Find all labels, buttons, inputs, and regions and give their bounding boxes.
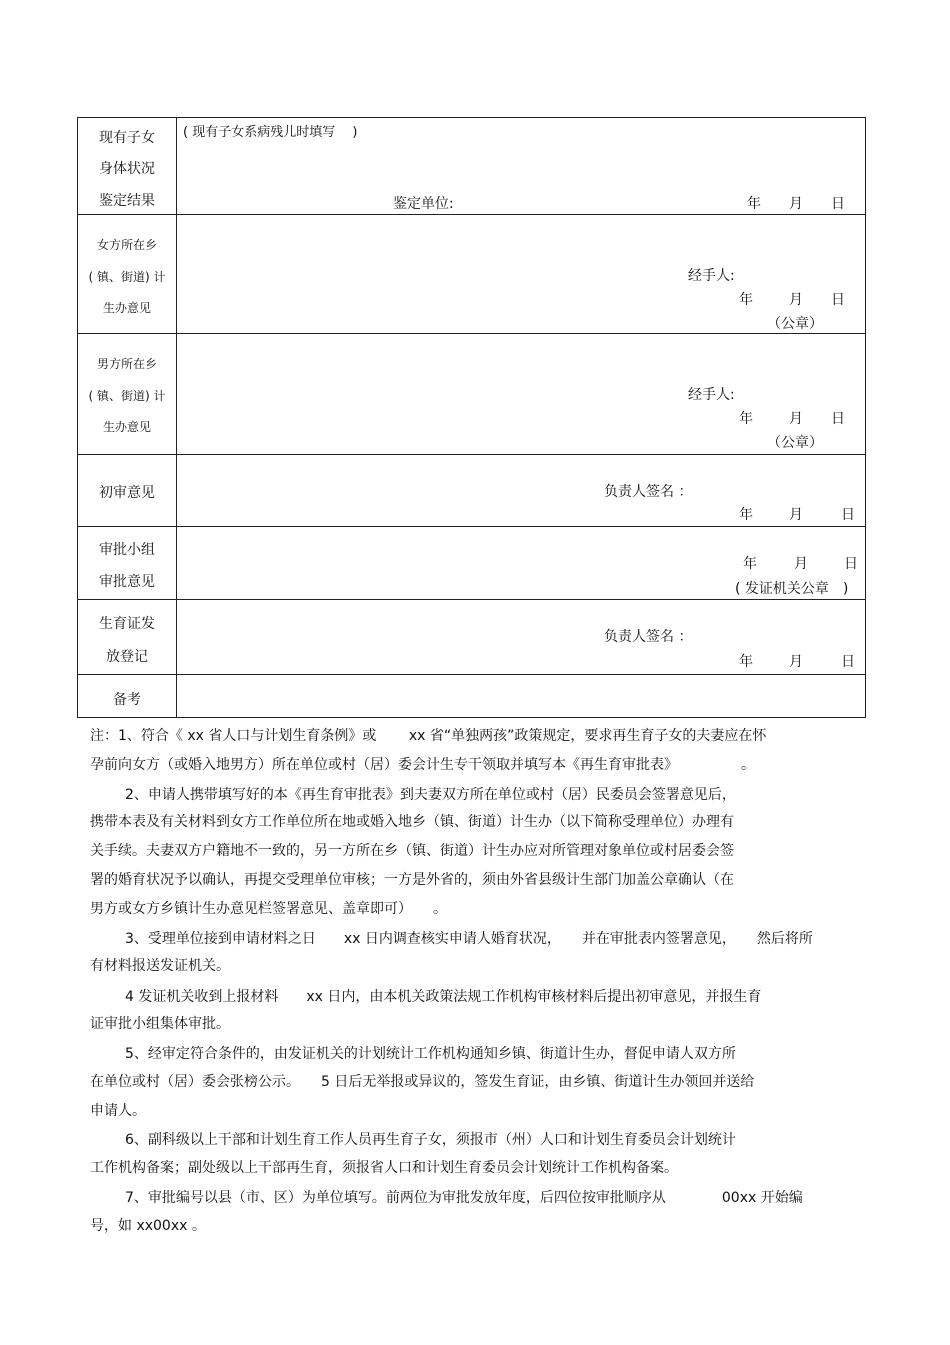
field-male-office[interactable]	[177, 334, 866, 455]
date-day: 日	[831, 292, 845, 308]
label-line: 审批小组	[99, 542, 155, 558]
date-day: 日	[841, 654, 855, 670]
row-female-office	[78, 215, 866, 334]
label-approval-group	[78, 527, 177, 600]
label-line: 备考	[113, 692, 141, 708]
row-initial-review	[78, 455, 866, 527]
date-year: 年	[747, 196, 761, 212]
label-remarks	[78, 675, 177, 718]
note-line: 7、审批编号以县（市、区）为单位填写。前两位为审批发放年度，后四位按审批顺序从 00xx 开始编	[125, 1190, 803, 1206]
seal-label: （公章）	[767, 316, 823, 332]
field-approval-group[interactable]	[177, 527, 866, 600]
row-approval-group	[78, 527, 866, 600]
date-month: 月	[789, 292, 803, 308]
label-line: 身体状况	[99, 161, 155, 177]
note-line: 有材料报送发证机关。	[90, 958, 230, 974]
note-line: 孕前向女方（或婚入地男方）所在单位或村（居）委会计生专干领取并填写本《再生育审批表》 。	[90, 757, 755, 773]
label-line: 初审意见	[99, 485, 155, 501]
field-certificate[interactable]	[177, 600, 866, 675]
note-line: 6、副科级以上干部和计划生育工作人员再生育子女，须报市（州）人口和计划生育委员会计划统计	[125, 1132, 736, 1148]
approval-form-table	[77, 117, 866, 718]
field-initial-review[interactable]	[177, 455, 866, 527]
label-initial-review	[78, 455, 177, 527]
field-remarks[interactable]	[177, 675, 866, 718]
row-child-health	[78, 118, 866, 215]
date-month: 月	[794, 556, 808, 572]
date-year: 年	[743, 556, 757, 572]
handler-label: 经手人:	[688, 387, 735, 403]
note-line: 申请人。	[90, 1103, 146, 1119]
hint-text: ( 现有子女系病残儿时填写 )	[183, 125, 358, 140]
label-line: 生办意见	[102, 301, 151, 315]
label-line: 生办意见	[102, 420, 151, 434]
label-line: 审批意见	[99, 574, 155, 590]
date-day: 日	[841, 507, 855, 523]
label-certificate	[78, 600, 177, 675]
note-line: 5、经审定符合条件的，由发证机关的计划统计工作机构通知乡镇、街道计生办，督促申请人双方所	[125, 1046, 736, 1062]
date-day: 日	[831, 411, 845, 427]
note-line: 证审批小组集体审批。	[90, 1016, 230, 1032]
date-year: 年	[739, 411, 753, 427]
field-child-health[interactable]	[177, 118, 866, 215]
label-line: 现有子女	[99, 130, 155, 146]
seal-label: （公章）	[767, 435, 823, 451]
date-month: 月	[789, 411, 803, 427]
unit-label: 鉴定单位:	[393, 196, 454, 212]
label-child-health	[78, 118, 177, 215]
note-line: 3、受理单位接到申请材料之日 xx 日内调查核实申请人婚育状况， 并在审批表内签署意见， 然后将所	[125, 931, 813, 947]
row-remarks	[78, 675, 866, 718]
date-year: 年	[739, 507, 753, 523]
note-line: 关手续。夫妻双方户籍地不一致的，另一方所在乡（镇、街道）计生办应对所管理对象单位或村居委会签	[90, 843, 734, 859]
note-line: 署的婚育状况予以确认，再提交受理单位审核；一方是外省的，须由外省县级计生部门加盖公章确认（在	[90, 872, 734, 888]
date-day: 日	[844, 556, 858, 572]
date-year: 年	[739, 654, 753, 670]
date-month: 月	[789, 196, 803, 212]
label-line: 鉴定结果	[99, 193, 155, 209]
label-male-office	[78, 334, 177, 455]
date-day: 日	[831, 196, 845, 212]
label-female-office	[78, 215, 177, 334]
signer-label: 负责人签名 ：	[604, 484, 693, 500]
seal-label: ( 发证机关公章 )	[735, 581, 849, 597]
date-month: 月	[789, 654, 803, 670]
row-male-office	[78, 334, 866, 455]
date-month: 月	[789, 507, 803, 523]
handler-label: 经手人:	[688, 268, 735, 284]
row-certificate	[78, 600, 866, 675]
signer-label: 负责人签名 ：	[604, 629, 693, 645]
note-line: 在单位或村（居）委会张榜公示。 5 日后无举报或异议的，签发生育证，由乡镇、街道计生办领回并送给	[90, 1074, 755, 1090]
label-line: 女方所在乡	[96, 238, 157, 252]
note-line: 注：1、符合《 xx 省人口与计划生育条例》或 xx 省“单独两孩”政策规定，要求再生育子女的夫妻应在怀	[90, 728, 767, 744]
note-line: 4 发证机关收到上报材料 xx 日内，由本机关政策法规工作机构审核材料后提出初审意见，并报生育	[125, 989, 762, 1005]
label-line: 男方所在乡	[96, 357, 157, 371]
label-line: ( 镇、街道) 计	[88, 389, 166, 403]
label-line: 生育证发	[99, 616, 155, 632]
note-line: 男方或女方乡镇计生办意见栏签署意见、盖章即可） 。	[90, 901, 447, 917]
field-female-office[interactable]	[177, 215, 866, 334]
note-line: 工作机构备案；副处级以上干部再生育，须报省人口和计划生育委员会计划统计工作机构备案。	[90, 1160, 678, 1176]
date-year: 年	[739, 292, 753, 308]
label-line: 放登记	[106, 649, 148, 665]
note-line: 号，如 xx00xx 。	[90, 1218, 206, 1234]
label-line: ( 镇、街道) 计	[88, 270, 166, 284]
note-line: 2、申请人携带填写好的本《再生育审批表》到夫妻双方所在单位或村（居）民委员会签署意见后，	[125, 787, 736, 803]
note-line: 携带本表及有关材料到女方工作单位所在地或婚入地乡（镇、街道）计生办（以下简称受理单位）办理有	[90, 814, 734, 830]
